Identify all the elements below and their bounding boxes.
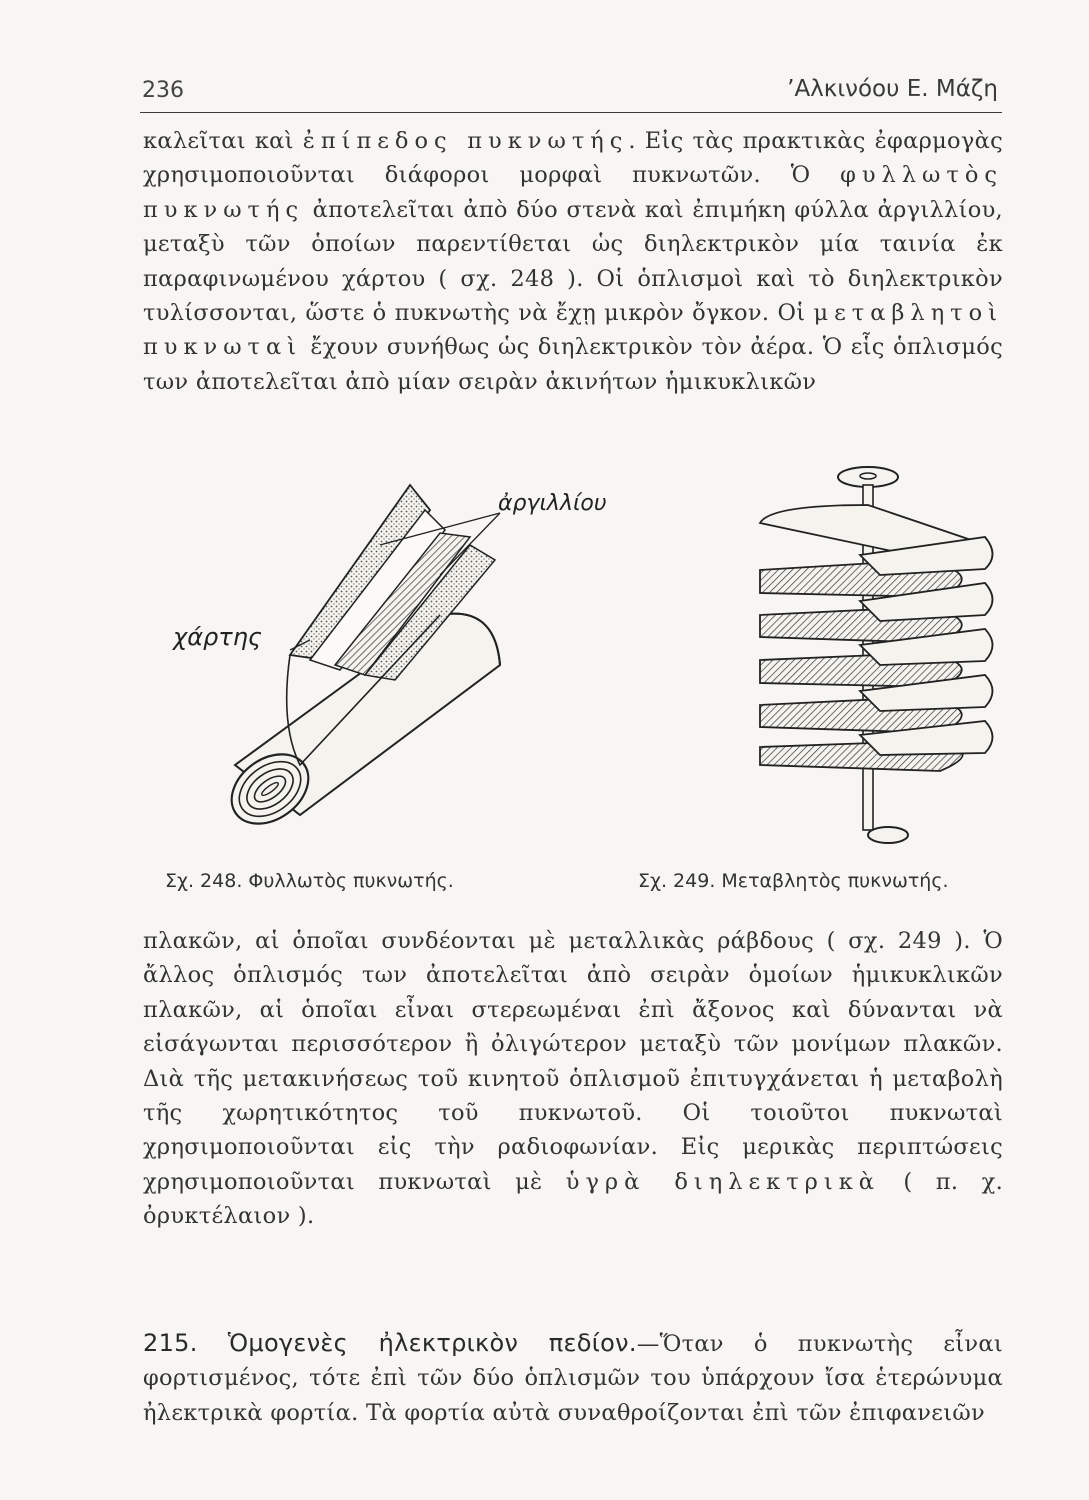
running-head: ’Αλκινόου Ε. Μάζη — [787, 76, 998, 102]
spaced-term-liquid-dielectrics: ὑγρὰ διηλεκτρικὰ — [565, 1168, 880, 1195]
text-span: πλακῶν, αἱ ὁποῖαι συνδέονται μὲ μεταλλικὰς ράβδους ( σχ. 249 ). Ὁ ἄλλος ὁπλισμός των ἀποτελεῖται ἀπὸ σειρὰν ὁμοίων ἡμικυκλικῶν πλακῶν, αἱ ὁποῖαι εἶναι στερεωμέναι ἐπὶ ἄξονος καὶ δύνανται νὰ εἰσάγωνται περισσότερον ἢ ὀλιγώτερον μεταξὺ τῶν μονίμων πλακῶν. Διὰ τῆς μετακινήσεως τοῦ κινητοῦ ὁπλισμοῦ ἐπιτυγχάνεται ἡ μεταβολὴ τῆς χωρητικότητος τοῦ πυκνωτοῦ. Οἱ τοιοῦτοι πυκνωταὶ χρησιμοποιοῦνται εἰς τὴν ραδιοφωνίαν. Εἰς μερικὰς περιπτώσεις χρησιμοποιοῦνται πυκνωταὶ μὲ — [143, 928, 1003, 1195]
label-paper: χάρτης — [173, 623, 263, 651]
page-header — [140, 70, 1002, 113]
text-span: . Εἰς τὰς πρακτικὰς ἐφαρμογὰς χρησιμοποιοῦνται διάφοροι μορφαὶ πυκνωτῶν. Ὁ — [143, 128, 1004, 189]
spaced-term-planar-capacitor: ἐπίπεδος πυκνωτής — [302, 128, 629, 154]
text-span: ( π. χ. ὀρυκτέλαιον ). — [143, 1168, 1004, 1230]
foil-capacitor-drawing — [218, 485, 500, 838]
section-215 — [143, 1326, 1003, 1430]
spaced-term-foil-capacitor: φυλλωτὸς πυκνωτής — [143, 162, 1003, 223]
text-span: ἀποτελεῖται ἀπὸ δύο στενὰ καὶ ἐπιμήκη φύλλα ἀργιλλίου, μεταξὺ τῶν ὁποίων παρεντίθεται ὡς διηλεκτρικὸν μία ταινία ἐκ παραφινωμένου χάρτου ( σχ. 248 ). Οἱ ὁπλισμοὶ καὶ τὸ διηλεκτρικὸν τυλίσσονται, ὥστε ὁ πυκνωτὴς νὰ ἔχῃ μικρὸν ὄγκον. Οἱ — [143, 196, 1003, 327]
paragraph-intro — [143, 124, 1003, 399]
capacitor-illustrations — [140, 465, 1010, 865]
label-aluminium: ἀργιλλίου — [498, 491, 607, 516]
page-number: 236 — [142, 78, 184, 103]
section-number: 215. — [143, 1329, 198, 1357]
paragraph-variable-capacitor — [143, 924, 1003, 1234]
variable-capacitor-drawing — [760, 467, 993, 843]
section-title: Ὁμογενὲς ἠλεκτρικὸν πεδίον. — [227, 1329, 637, 1357]
text-span: καλεῖται καὶ — [143, 128, 294, 154]
caption-fig-249: Σχ. 249. Μεταβλητὸς πυκνωτής. — [638, 870, 949, 892]
figures-area — [140, 465, 1010, 905]
spaced-term-variable-capacitor: μεταβλητοὶ πυκνωταὶ — [143, 300, 1003, 361]
caption-fig-248: Σχ. 248. Φυλλωτὸς πυκνωτής. — [165, 870, 454, 892]
text-span: ἔχουν συνήθως ὡς διηλεκτρικὸν τὸν ἀέρα. Ὁ εἷς ὁπλισμός των ἀποτελεῖται ἀπὸ μίαν σειρὰν ἀκινήτων ἡμικυκλικῶν — [143, 334, 1004, 395]
section-text: —Ὅταν ὁ πυκνωτὴς εἶναι φορτισμένος, τότε ἐπὶ τῶν δύο ὁπλισμῶν του ὑπάρχουν ἴσα ἑτερώνυμα ἠλεκτρικὰ φορτία. Τὰ φορτία αὐτὰ συναθροίζονται ἐπὶ τῶν ἐπιφανειῶν — [143, 1331, 1003, 1426]
